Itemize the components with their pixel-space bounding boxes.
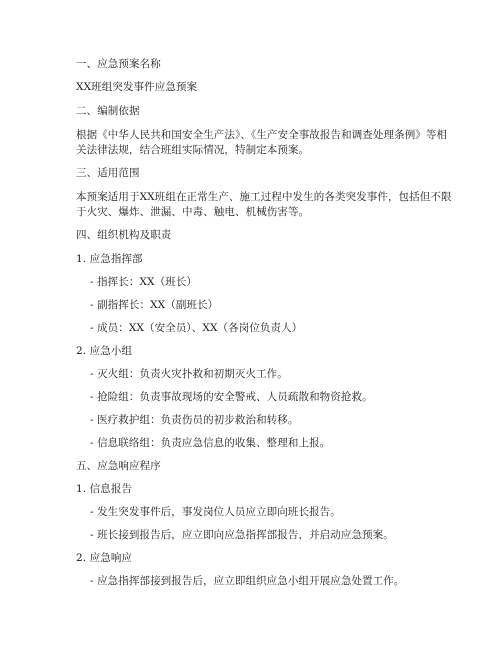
basis-paragraph-line-1: 根据《中华人民共和国安全生产法》、《生产安全事故报告和调查处理条例》等相 xyxy=(76,129,448,141)
list-item: - 指挥长：XX（班长） xyxy=(90,276,198,288)
list-item: - 成员：XX（安全员）、XX（各岗位负责人） xyxy=(90,322,303,334)
subsection-report-title: 1. 信息报告 xyxy=(76,483,133,495)
list-item: - 信息联络组：负责应急信息的收集、整理和上报。 xyxy=(90,437,331,449)
list-item: - 应急指挥部接到报告后，应立即组织应急小组开展应急处置工作。 xyxy=(90,575,405,587)
scope-paragraph-line-1: 本预案适用于XX班组在正常生产、施工过程中发生的各类突发事件，包括但不限 xyxy=(76,191,452,203)
list-item: - 班长接到报告后，应立即向应急指挥部报告，并启动应急预案。 xyxy=(90,529,394,541)
subsection-command-title: 1. 应急指挥部 xyxy=(76,253,143,265)
section-heading-1: 一、应急预案名称 xyxy=(76,58,161,70)
list-item: - 副指挥长：XX（副班长） xyxy=(90,299,219,311)
section-heading-2: 二、编制依据 xyxy=(76,105,140,117)
section-heading-4: 四、组织机构及职责 xyxy=(76,229,172,241)
section-heading-5: 五、应急响应程序 xyxy=(76,460,161,472)
subsection-response-title: 2. 应急响应 xyxy=(76,552,133,564)
basis-paragraph-line-2: 关法律法规，结合班组实际情况，特制定本预案。 xyxy=(76,144,310,156)
list-item: - 发生突发事件后，事发岗位人员应立即向班长报告。 xyxy=(90,506,341,518)
section-heading-3: 三、适用范围 xyxy=(76,167,140,179)
plan-name-text: XX班组突发事件应急预案 xyxy=(76,81,198,93)
list-item: - 医疗救护组：负责伤员的初步救治和转移。 xyxy=(90,414,299,426)
subsection-team-title: 2. 应急小组 xyxy=(76,345,133,357)
scope-paragraph-line-2: 于火灾、爆炸、泄漏、中毒、触电、机械伤害等。 xyxy=(76,206,310,218)
list-item: - 抢险组：负责事故现场的安全警戒、人员疏散和物资抢救。 xyxy=(90,391,373,403)
list-item: - 灭火组：负责火灾扑救和初期灭火工作。 xyxy=(90,368,288,380)
